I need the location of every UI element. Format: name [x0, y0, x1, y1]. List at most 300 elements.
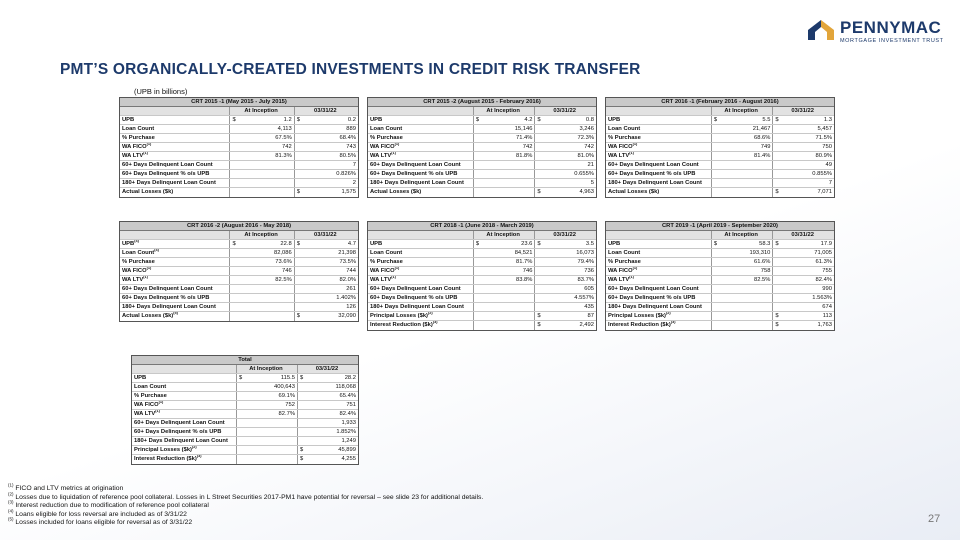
currency-symbol — [237, 437, 249, 445]
currency-symbol — [712, 170, 724, 178]
current-value-cell — [534, 161, 596, 169]
current-value-cell — [772, 294, 834, 302]
inception-value: 758 — [760, 268, 771, 274]
current-value-cell — [772, 321, 834, 330]
footnote-ref: (1) — [146, 143, 152, 147]
currency-symbol — [712, 285, 724, 293]
inception-value-cell — [473, 267, 535, 275]
table-row — [368, 188, 596, 197]
header-at-inception: At Inception — [711, 231, 773, 239]
inception-value: 15,146 — [514, 126, 533, 132]
currency-symbol — [474, 188, 486, 197]
row-label: 60+ Days Delinquent % o/s UPB — [122, 295, 210, 301]
table-row — [132, 383, 358, 392]
currency-symbol — [295, 179, 307, 187]
current-value: 16,073 — [576, 250, 594, 256]
currency-symbol — [773, 134, 785, 142]
footnote-ref: (1) — [155, 410, 160, 414]
inception-value-cell — [229, 179, 293, 187]
current-value: 755 — [822, 268, 832, 274]
current-value-cell — [294, 267, 358, 275]
inception-value: 742 — [282, 144, 292, 150]
current-value: 0.855% — [812, 171, 832, 177]
current-value: 7 — [828, 180, 832, 186]
currency-symbol — [535, 134, 547, 142]
current-value-cell — [772, 312, 834, 320]
currency-symbol — [230, 249, 242, 257]
table-row — [120, 152, 358, 161]
table-row — [606, 188, 834, 197]
inception-value — [249, 428, 295, 436]
currency-symbol — [230, 276, 242, 284]
current-value: 3.5 — [585, 241, 594, 247]
inception-value-cell — [473, 134, 535, 142]
inception-value: 71.4% — [515, 135, 533, 141]
inception-value-cell — [236, 455, 297, 464]
current-value: 0.655% — [574, 171, 594, 177]
inception-value — [242, 312, 291, 321]
currency-symbol: $ — [296, 241, 300, 247]
currency-symbol — [298, 392, 310, 400]
row-label: Loan Count — [370, 126, 403, 132]
footnote-ref: (5) — [173, 312, 178, 316]
crt-table-total — [131, 355, 359, 465]
header-blank — [606, 231, 711, 239]
currency-symbol — [712, 161, 724, 169]
currency-symbol — [712, 312, 724, 320]
table-row — [120, 240, 358, 249]
table-row — [606, 152, 834, 161]
current-value: 1,933 — [341, 420, 356, 426]
current-value: 61.3% — [815, 259, 832, 265]
currency-symbol: $ — [537, 189, 541, 195]
inception-value — [724, 161, 771, 169]
logo-wordmark: PENNYMAC — [840, 18, 942, 37]
currency-symbol — [298, 383, 310, 391]
currency-symbol — [230, 285, 242, 293]
table-row — [120, 179, 358, 188]
inception-value — [724, 188, 771, 197]
table-row — [368, 249, 596, 258]
footnote-text: Losses included for loans eligible for reversal as of 3/31/22 — [15, 519, 193, 527]
table-row — [368, 294, 596, 303]
inception-value: 84,521 — [514, 250, 533, 256]
current-value-cell — [534, 134, 596, 142]
inception-value — [724, 303, 771, 311]
row-label: WA FICO$^{(1)}$ — [134, 401, 164, 408]
footnote-number: (1) — [8, 482, 14, 488]
footnote-ref: (1) — [629, 276, 634, 280]
currency-symbol — [474, 285, 486, 293]
inception-value-cell — [711, 240, 773, 248]
current-value-cell — [297, 383, 358, 391]
current-value: 126 — [346, 304, 356, 310]
current-value: 750 — [822, 144, 832, 150]
row-label: Loan Count — [134, 384, 167, 390]
inception-value-cell — [229, 116, 293, 124]
current-value-cell — [772, 152, 834, 160]
inception-value-cell — [711, 134, 773, 142]
current-value: 1.402% — [336, 295, 356, 301]
table-row — [368, 125, 596, 134]
currency-symbol — [230, 170, 242, 178]
currency-symbol — [237, 455, 249, 464]
currency-symbol — [237, 428, 249, 436]
currency-symbol — [295, 161, 307, 169]
row-label: 60+ Days Delinquent Loan Count — [134, 420, 225, 426]
crt-table-2019-1 — [605, 221, 835, 331]
row-label: 60+ Days Delinquent Loan Count — [370, 286, 461, 292]
current-value: 73.5% — [339, 259, 356, 265]
footnote-ref: (1) — [391, 276, 396, 280]
row-label: WA LTV$^{(1)}$ — [370, 276, 396, 283]
current-value: 0.8 — [585, 117, 594, 123]
inception-value: 115.5 — [280, 375, 295, 381]
table-row — [606, 258, 834, 267]
inception-value: 82.5% — [275, 277, 292, 283]
header-current: 03/31/22 — [294, 231, 358, 239]
table-title: Total — [132, 356, 358, 365]
footnote-text: Loans eligible for loss reversal are included as of 3/31/22 — [15, 510, 187, 518]
currency-symbol — [474, 152, 486, 160]
current-value-cell — [534, 240, 596, 248]
currency-symbol: $ — [537, 313, 541, 319]
current-value-cell — [294, 152, 358, 160]
row-label: WA FICO$^{(1)}$ — [122, 267, 152, 274]
header-at-inception: At Inception — [473, 231, 535, 239]
currency-symbol: $ — [232, 241, 236, 247]
footnote-ref: (3) — [670, 321, 676, 325]
inception-value — [249, 437, 295, 445]
current-value: 79.4% — [577, 259, 594, 265]
inception-value — [486, 303, 533, 311]
inception-value — [486, 294, 533, 302]
currency-symbol — [230, 143, 242, 151]
inception-value-cell — [711, 125, 773, 133]
currency-symbol — [295, 276, 307, 284]
footnote-ref: (3) — [432, 321, 438, 325]
currency-symbol — [773, 258, 785, 266]
currency-symbol — [712, 267, 724, 275]
currency-symbol: $ — [775, 322, 779, 328]
currency-symbol — [474, 125, 486, 133]
currency-symbol — [230, 294, 242, 302]
currency-symbol — [712, 143, 724, 151]
inception-value — [242, 188, 291, 197]
inception-value-cell — [711, 303, 773, 311]
table-row — [120, 285, 358, 294]
current-value: 32,090 — [338, 313, 356, 319]
currency-symbol — [474, 303, 486, 311]
table-row — [606, 179, 834, 188]
inception-value-cell — [473, 312, 535, 320]
inception-value-cell — [473, 125, 535, 133]
current-value-cell — [534, 303, 596, 311]
currency-symbol: $ — [296, 189, 300, 195]
currency-symbol — [237, 392, 249, 400]
table-row — [132, 392, 358, 401]
currency-symbol — [230, 161, 242, 169]
table-row — [120, 258, 358, 267]
current-value-cell — [772, 116, 834, 124]
currency-symbol — [298, 410, 310, 418]
inception-value: 22.8 — [280, 241, 292, 247]
currency-symbol — [712, 294, 724, 302]
table-row — [120, 267, 358, 276]
row-label: 60+ Days Delinquent % o/s UPB — [134, 429, 222, 435]
row-label: % Purchase — [122, 259, 155, 265]
currency-symbol — [474, 161, 486, 169]
currency-symbol — [230, 134, 242, 142]
footnote-ref: (1) — [143, 276, 148, 280]
currency-symbol — [474, 267, 486, 275]
currency-symbol — [535, 143, 547, 151]
currency-symbol — [712, 276, 724, 284]
table-row — [606, 276, 834, 285]
current-value-cell — [534, 125, 596, 133]
current-value: 72.3% — [577, 135, 594, 141]
table-row — [606, 240, 834, 249]
currency-symbol — [295, 143, 307, 151]
row-label: 180+ Days Delinquent Loan Count — [608, 304, 702, 310]
current-value-cell — [534, 285, 596, 293]
currency-symbol — [295, 134, 307, 142]
header-at-inception: At Inception — [229, 231, 293, 239]
row-label: 60+ Days Delinquent % o/s UPB — [608, 171, 696, 177]
inception-value-cell — [229, 170, 293, 178]
inception-value-cell — [229, 143, 293, 151]
table-row — [120, 294, 358, 303]
inception-value: 1.2 — [283, 117, 292, 123]
current-value-cell — [297, 419, 358, 427]
table-row — [368, 303, 596, 312]
footnote-ref: (1) — [629, 152, 634, 156]
inception-value-cell — [229, 267, 293, 275]
current-value-cell — [534, 143, 596, 151]
current-value: 2,492 — [579, 322, 594, 328]
row-label: Principal Losses ($k)$^{(2)}$ — [134, 446, 197, 453]
footnote-ref: (1) — [391, 152, 396, 156]
table-row — [368, 152, 596, 161]
current-value-cell — [772, 303, 834, 311]
page-title: PMT’S ORGANICALLY-CREATED INVESTMENTS IN CREDIT RISK TRANSFER — [60, 61, 641, 78]
current-value-cell — [294, 161, 358, 169]
currency-symbol — [535, 303, 547, 311]
currency-symbol — [295, 152, 307, 160]
table-row — [120, 170, 358, 179]
inception-value: 752 — [285, 402, 295, 408]
currency-symbol: $ — [713, 117, 718, 123]
row-label: Principal Losses ($k)$^{(2)}$ — [370, 312, 433, 319]
currency-symbol — [712, 321, 724, 330]
pennymac-logo — [806, 16, 946, 46]
inception-value — [242, 285, 291, 293]
inception-value — [486, 161, 533, 169]
footnote-text: Losses due to liquidation of reference pool collateral. Losses in L Street Securities 2017-PM1 have potential for reversal – see slide 23 for additional details. — [15, 493, 484, 501]
currency-symbol: $ — [475, 117, 480, 123]
current-value-cell — [772, 267, 834, 275]
inception-value: 73.6% — [275, 259, 292, 265]
inception-value: 81.3% — [275, 153, 292, 159]
current-value-cell — [772, 249, 834, 257]
header-blank — [368, 107, 473, 115]
current-value: 744 — [346, 268, 356, 274]
row-label: WA LTV$^{(1)}$ — [370, 152, 396, 159]
currency-symbol — [474, 276, 486, 284]
inception-value — [724, 170, 771, 178]
current-value-cell — [534, 321, 596, 330]
current-value-cell — [297, 437, 358, 445]
table-row — [606, 303, 834, 312]
current-value: 990 — [822, 286, 832, 292]
current-value-cell — [772, 179, 834, 187]
currency-symbol — [773, 170, 785, 178]
inception-value-cell — [229, 312, 293, 321]
current-value: 435 — [584, 304, 594, 310]
currency-symbol — [773, 285, 785, 293]
inception-value-cell — [236, 383, 297, 391]
current-value-cell — [772, 125, 834, 133]
current-value: 1,575 — [341, 189, 356, 195]
current-value: 674 — [822, 304, 832, 310]
currency-symbol: $ — [537, 241, 541, 247]
current-value: 68.4% — [339, 135, 356, 141]
current-value-cell — [534, 249, 596, 257]
inception-value-cell — [473, 249, 535, 257]
footnote-text: Interest reduction due to modification of reference pool collateral — [15, 502, 209, 510]
header-blank — [120, 107, 229, 115]
currency-symbol — [712, 179, 724, 187]
inception-value: 68.6% — [753, 135, 771, 141]
footnote-ref: (4) — [134, 240, 139, 244]
inception-value-cell — [473, 116, 535, 124]
inception-value — [242, 294, 291, 302]
row-label: Actual Losses ($k) — [122, 189, 174, 195]
inception-value — [724, 312, 771, 320]
currency-symbol — [773, 294, 785, 302]
current-value-cell — [297, 374, 358, 382]
current-value-cell — [294, 134, 358, 142]
currency-symbol — [295, 303, 307, 311]
inception-value: 4,113 — [277, 126, 292, 132]
inception-value: 4.2 — [524, 117, 533, 123]
row-label: 60+ Days Delinquent % o/s UPB — [370, 295, 458, 301]
currency-symbol — [298, 419, 310, 427]
currency-symbol — [295, 285, 307, 293]
current-value: 45,899 — [338, 447, 356, 453]
row-label: WA LTV$^{(1)}$ — [608, 152, 634, 159]
table-column-headers — [368, 231, 596, 240]
currency-symbol — [773, 249, 785, 257]
table-title: CRT 2016 -2 (August 2016 - May 2018) — [120, 222, 358, 231]
inception-value-cell — [711, 179, 773, 187]
currency-symbol: $ — [299, 375, 304, 381]
header-at-inception: At Inception — [229, 107, 293, 115]
current-value: 4.7 — [347, 241, 356, 247]
inception-value: 82,086 — [273, 250, 292, 256]
crt-table-2018-1 — [367, 221, 597, 331]
inception-value-cell — [229, 134, 293, 142]
currency-symbol — [712, 258, 724, 266]
table-column-headers — [120, 231, 358, 240]
table-column-headers — [368, 107, 596, 116]
currency-symbol — [230, 188, 242, 197]
row-label: Interest Reduction ($k)$^{(3)}$ — [608, 321, 676, 328]
current-value: 1.852% — [336, 429, 356, 435]
current-value: 261 — [346, 286, 356, 292]
current-value-cell — [294, 249, 358, 257]
current-value-cell — [294, 240, 358, 248]
row-label: UPB — [122, 117, 135, 123]
currency-symbol — [535, 276, 547, 284]
table-row — [368, 240, 596, 249]
crt-table-2016-2 — [119, 221, 359, 322]
current-value-cell — [294, 258, 358, 266]
inception-value-cell — [229, 188, 293, 197]
current-value: 1,249 — [341, 438, 356, 444]
inception-value — [724, 321, 771, 330]
current-value-cell — [772, 258, 834, 266]
current-value-cell — [772, 188, 834, 197]
inception-value-cell — [229, 125, 293, 133]
row-label: Actual Losses ($k) — [608, 189, 660, 195]
inception-value: 749 — [760, 144, 771, 150]
current-value: 5 — [590, 180, 594, 186]
page-number: 27 — [928, 513, 941, 525]
currency-symbol — [474, 312, 486, 320]
inception-value-cell — [473, 240, 535, 248]
header-current: 03/31/22 — [294, 107, 358, 115]
currency-symbol — [535, 161, 547, 169]
table-row — [606, 143, 834, 152]
table-row — [606, 321, 834, 330]
table-row — [606, 312, 834, 321]
table-row — [120, 125, 358, 134]
table-title: CRT 2019 -1 (April 2019 - September 2020) — [606, 222, 834, 231]
row-label: 60+ Days Delinquent % o/s UPB — [122, 171, 210, 177]
currency-symbol: $ — [537, 322, 541, 328]
currency-symbol — [474, 170, 486, 178]
inception-value-cell — [473, 303, 535, 311]
table-row — [120, 188, 358, 197]
inception-value-cell — [473, 179, 535, 187]
current-value-cell — [297, 392, 358, 400]
current-value: 113 — [822, 313, 832, 319]
row-label: % Purchase — [122, 135, 155, 141]
currency-symbol — [535, 170, 547, 178]
inception-value: 81.8% — [515, 153, 533, 159]
inception-value-cell — [229, 294, 293, 302]
header-at-inception: At Inception — [711, 107, 773, 115]
currency-symbol: $ — [775, 117, 779, 123]
row-label: Loan Count — [608, 126, 641, 132]
inception-value — [724, 285, 771, 293]
current-value: 7 — [352, 162, 356, 168]
current-value-cell — [294, 285, 358, 293]
footnote-ref: (1) — [632, 143, 638, 147]
inception-value-cell — [473, 152, 535, 160]
inception-value-cell — [711, 285, 773, 293]
logo-subtitle: MORTGAGE INVESTMENT TRUST — [840, 38, 944, 44]
currency-symbol — [474, 321, 486, 330]
current-value-cell — [534, 116, 596, 124]
current-value: 21,398 — [338, 250, 356, 256]
row-label: WA LTV$^{(1)}$ — [122, 276, 148, 283]
current-value-cell — [297, 455, 358, 464]
inception-value — [724, 294, 771, 302]
current-value: 0.826% — [336, 171, 356, 177]
inception-value: 23.6 — [521, 241, 533, 247]
